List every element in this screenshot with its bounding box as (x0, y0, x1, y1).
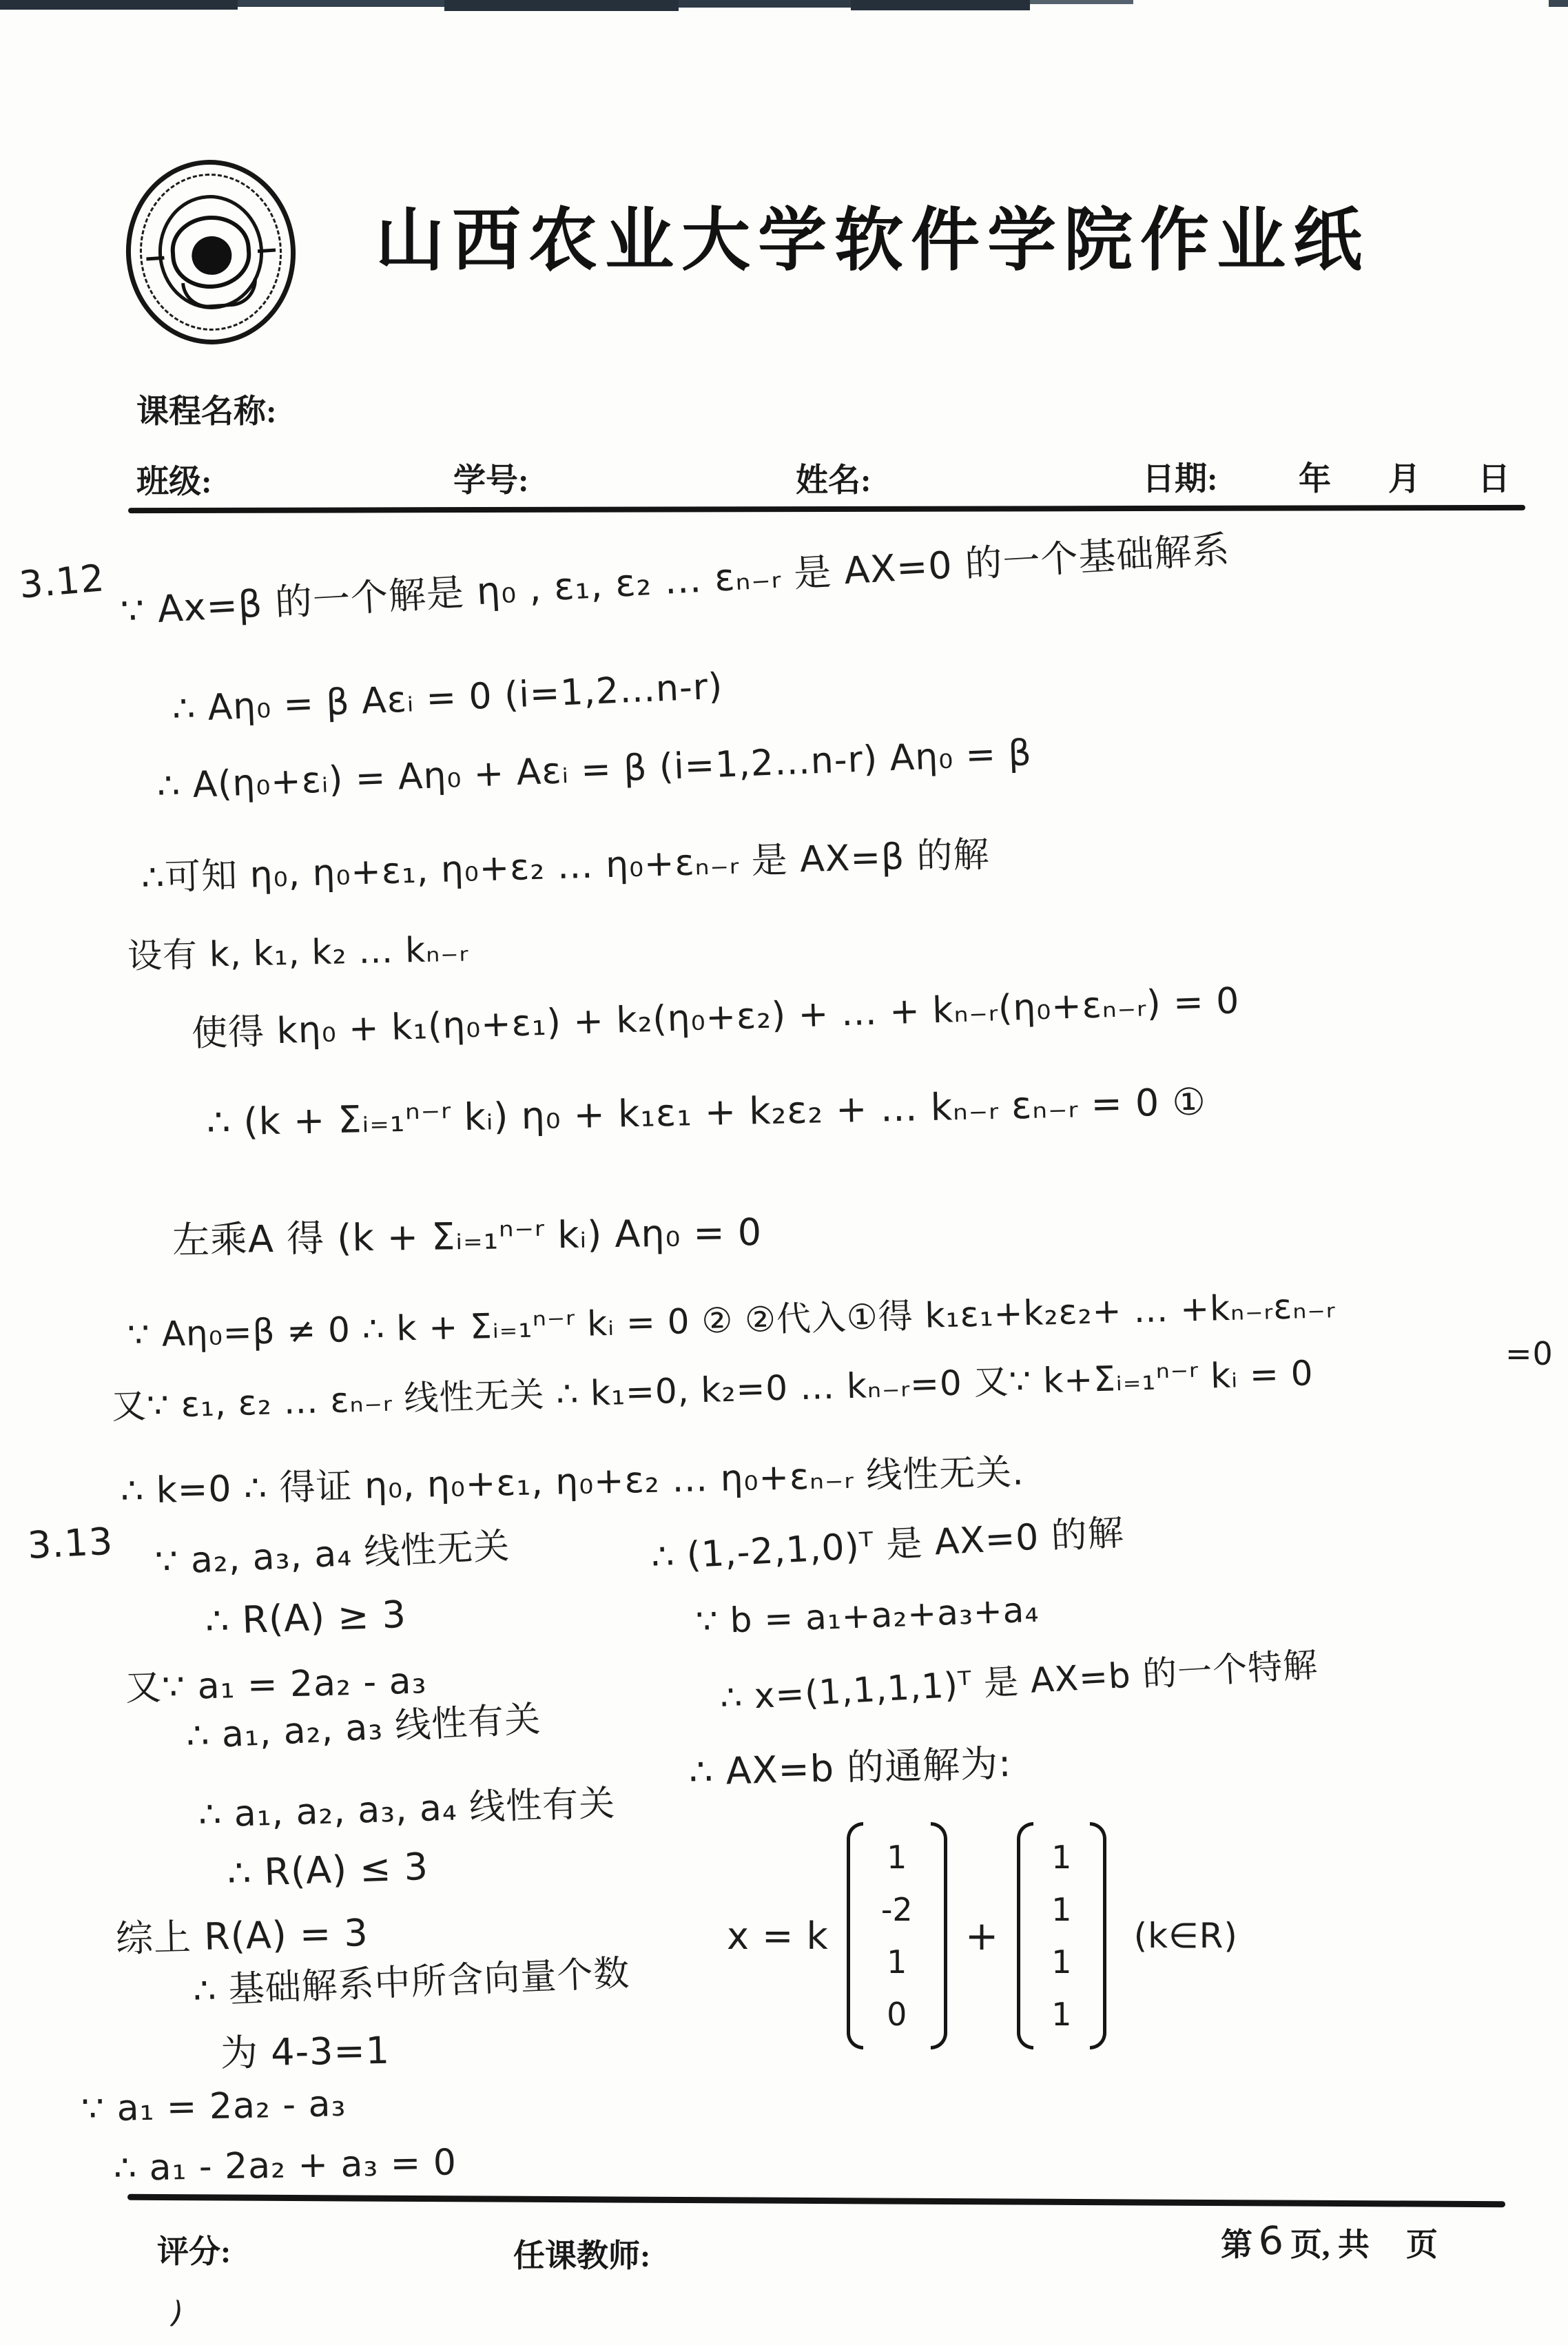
vector-entries (1033, 1831, 1089, 2041)
handwritten-line: ∵ b = a₁+a₂+a₃+a₄ (694, 1589, 1040, 1642)
stray-mark: ) (166, 2294, 187, 2332)
handwritten-line: 设有 k, k₁, k₂ … kₙ₋ᵣ (127, 929, 470, 976)
footer-divider (127, 2194, 1505, 2207)
scan-artifact-corner (1549, 0, 1568, 7)
header-divider (128, 505, 1525, 513)
handwritten-line: ∴ A(η₀+εᵢ) = Aη₀ + Aεᵢ = β (i=1,2…n-r) Aη₀ = β (156, 732, 1033, 807)
vector-entry: 1 (1051, 1996, 1072, 2033)
handwritten-line: ∴ R(A) ≥ 3 (204, 1592, 407, 1643)
vector-entry: 0 (887, 1996, 907, 2033)
solution-plus: + (964, 1912, 1000, 1959)
scan-artifact-top (679, 0, 851, 8)
handwritten-line-wrap: =0 (1505, 1335, 1554, 1372)
handwritten-line: ∵ Ax=β 的一个解是 η₀ , ε₁, ε₂ … εₙ₋ᵣ 是 AX=0 的一个基础解系 (119, 528, 1231, 633)
handwritten-line: ∴ x=(1,1,1,1)ᵀ 是 AX=b 的一个特解 (719, 1644, 1319, 1718)
solution-domain: (k∈R) (1133, 1916, 1238, 1956)
vector-entries (863, 1831, 931, 2041)
handwritten-line: ∴可知 η₀, η₀+ε₁, η₀+ε₂ … η₀+εₙ₋ᵣ 是 AX=β 的解 (141, 834, 991, 899)
handwritten-line: ∴ (1,-2,1,0)ᵀ 是 AX=0 的解 (650, 1512, 1126, 1578)
score-label: 评分: (157, 2234, 231, 2269)
vector-entry: 1 (1051, 1891, 1072, 1928)
handwritten-line: ∴ k=0 ∴ 得证 η₀, η₀+ε₁, η₀+ε₂ … η₀+εₙ₋ᵣ 线性无关. (120, 1452, 1025, 1512)
problem-number: 3.13 (26, 1519, 114, 1567)
handwritten-line: ∴ R(A) ≤ 3 (226, 1844, 429, 1895)
vector-entry: 1 (1051, 1943, 1072, 1981)
handwritten-line: ∵ a₁ = 2a₂ - a₃ (81, 2083, 347, 2130)
handwritten-line: ∴ 基础解系中所含向量个数 (192, 1952, 631, 2012)
handwritten-line: 为 4-3=1 (220, 2028, 391, 2075)
general-solution (727, 1822, 1238, 2049)
scan-artifact-top (444, 0, 679, 11)
handwritten-line: 又∵ ε₁, ε₂ … εₙ₋ᵣ 线性无关 ∴ k₁=0, k₂=0 … kₙ₋ᵣ=0 又∵ k+Σᵢ₌₁ⁿ⁻ʳ kᵢ = 0 (111, 1353, 1314, 1427)
solution-vector-2 (1017, 1822, 1106, 2049)
solution-prefix: x = k (727, 1914, 829, 1958)
scan-artifact-top (0, 0, 238, 10)
date-label: 日期: (1142, 462, 1218, 497)
handwritten-line: ∴ (k + Σᵢ₌₁ⁿ⁻ʳ kᵢ) η₀ + k₁ε₁ + k₂ε₂ + … kₙ₋ᵣ εₙ₋ᵣ = 0 ① (206, 1079, 1207, 1144)
scan-artifact-top (851, 0, 1030, 10)
handwritten-line: 左乘A 得 (k + Σᵢ₌₁ⁿ⁻ʳ kᵢ) Aη₀ = 0 (172, 1210, 763, 1262)
problem-number: 3.12 (17, 556, 107, 607)
scan-artifact-top (1030, 0, 1133, 4)
page-indicator (1221, 2220, 1438, 2265)
handwritten-line: 又∵ a₁ = 2a₂ - a₃ (125, 1660, 428, 1709)
vector-entry: 1 (1051, 1839, 1072, 1876)
university-logo (120, 154, 302, 351)
vector-entry: 1 (887, 1839, 907, 1876)
page-middle: 页, 共 (1290, 2227, 1370, 2262)
course-name-label: 课程名称: (136, 394, 277, 430)
vector-entry: 1 (887, 1943, 907, 1981)
handwritten-line: 综上 R(A) = 3 (115, 1911, 369, 1961)
handwritten-line: ∴ a₁ - 2a₂ + a₃ = 0 (113, 2142, 457, 2189)
right-paren (1090, 1822, 1106, 2049)
handwritten-line: ∴ a₁, a₂, a₃ 线性有关 (185, 1698, 542, 1757)
solution-vector-1 (847, 1822, 947, 2049)
handwritten-line: ∴ AX=b 的通解为: (688, 1741, 1013, 1794)
vector-entry: -2 (880, 1891, 913, 1928)
handwritten-line: 使得 kη₀ + k₁(η₀+ε₁) + k₂(η₀+ε₂) + … + kₙ₋ᵣ(η₀+εₙ₋ᵣ) = 0 (191, 980, 1241, 1055)
name-label: 姓名: (796, 463, 871, 499)
page-title: 山西农业大学软件学院作业纸 (375, 203, 1370, 279)
teacher-label: 任课教师: (513, 2238, 651, 2273)
handwritten-line: ∵ Aη₀=β ≠ 0 ∴ k + Σᵢ₌₁ⁿ⁻ʳ kᵢ = 0 ② ②代入①得 k₁ε₁+k₂ε₂+ … +kₙ₋ᵣεₙ₋ᵣ (127, 1285, 1337, 1355)
handwritten-line: ∴ a₁, a₂, a₃, a₄ 线性有关 (198, 1783, 616, 1836)
student-id-label: 学号: (453, 463, 529, 499)
page-number-handwritten: 6 (1256, 2218, 1286, 2265)
scan-artifact-top (238, 0, 444, 7)
day-label: 日 (1478, 462, 1510, 497)
left-paren (847, 1822, 863, 2049)
handwritten-line: ∴ Aη₀ = β Aεᵢ = 0 (i=1,2…n-r) (171, 665, 724, 730)
left-paren (1017, 1822, 1033, 2049)
year-label: 年 (1299, 462, 1331, 497)
right-paren (931, 1822, 947, 2049)
page-suffix: 页 (1405, 2227, 1438, 2262)
handwritten-line: ∵ a₂, a₃, a₄ 线性无关 (154, 1525, 511, 1583)
class-label: 班级: (136, 464, 212, 500)
month-label: 月 (1388, 462, 1421, 497)
page-prefix: 第 (1221, 2227, 1252, 2262)
